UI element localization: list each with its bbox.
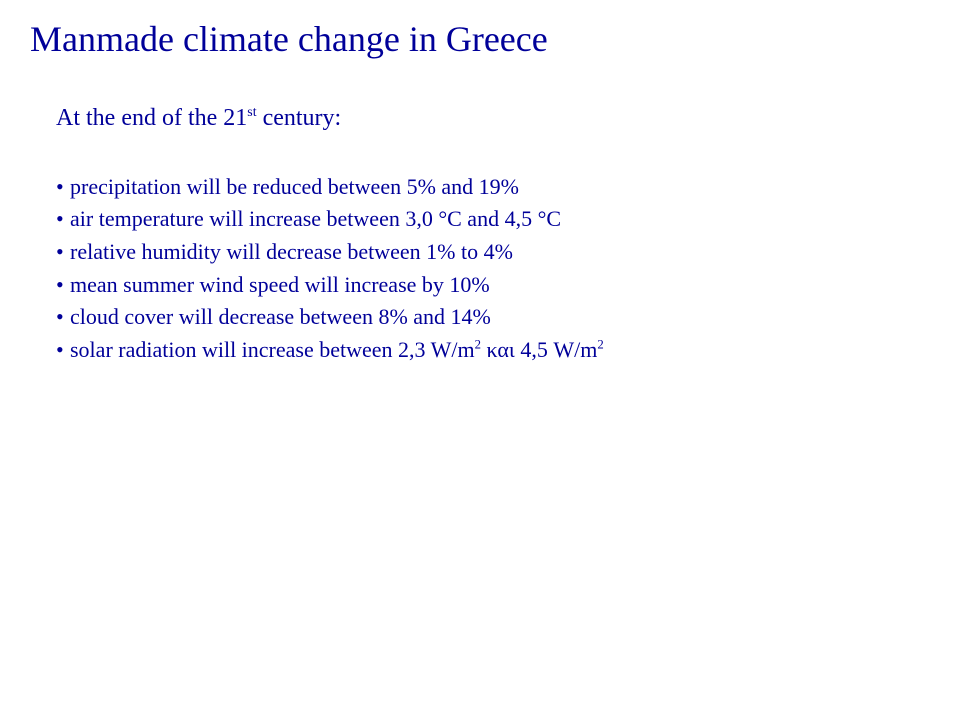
bullet-icon: •: [56, 238, 64, 264]
bullet-icon: •: [56, 206, 64, 232]
bullet-relative-humidity: [56, 236, 936, 269]
intro-prefix: At the end of the 21: [56, 105, 248, 131]
bullet-text: precipitation will be reduced between 5% and 19%: [70, 173, 520, 199]
intro-line: [56, 104, 936, 133]
bullet-air-temperature: [56, 203, 936, 236]
bullet-text: air temperature will increase between 3,0 °C and 4,5 °C: [70, 206, 562, 232]
bullet-wind-speed: [56, 269, 936, 302]
intro-superscript: st: [247, 105, 257, 120]
superscript-2: 2: [597, 337, 604, 352]
slide-title: Manmade climate change in Greece: [30, 19, 548, 59]
bullet-text-part2: και 4,5 W/m: [481, 336, 598, 362]
bullet-text: relative humidity will decrease between 1% to 4%: [70, 238, 513, 264]
bullet-text: cloud cover will decrease between 8% and 14%: [70, 304, 491, 330]
slide-content: [56, 104, 936, 366]
intro-suffix: century:: [256, 105, 342, 131]
bullet-icon: •: [56, 271, 64, 297]
bullet-precipitation: [56, 171, 936, 204]
bullet-text-part1: solar radiation will increase between 2,3 W/m: [70, 336, 475, 362]
bullet-icon: •: [56, 304, 64, 330]
superscript-2: 2: [474, 337, 482, 352]
bullet-icon: •: [56, 336, 64, 362]
bullet-solar-radiation: [56, 334, 936, 367]
bullet-list: [56, 171, 936, 367]
bullet-cloud-cover: [56, 301, 936, 334]
bullet-icon: •: [56, 173, 64, 199]
bullet-text: mean summer wind speed will increase by 10%: [70, 271, 490, 297]
